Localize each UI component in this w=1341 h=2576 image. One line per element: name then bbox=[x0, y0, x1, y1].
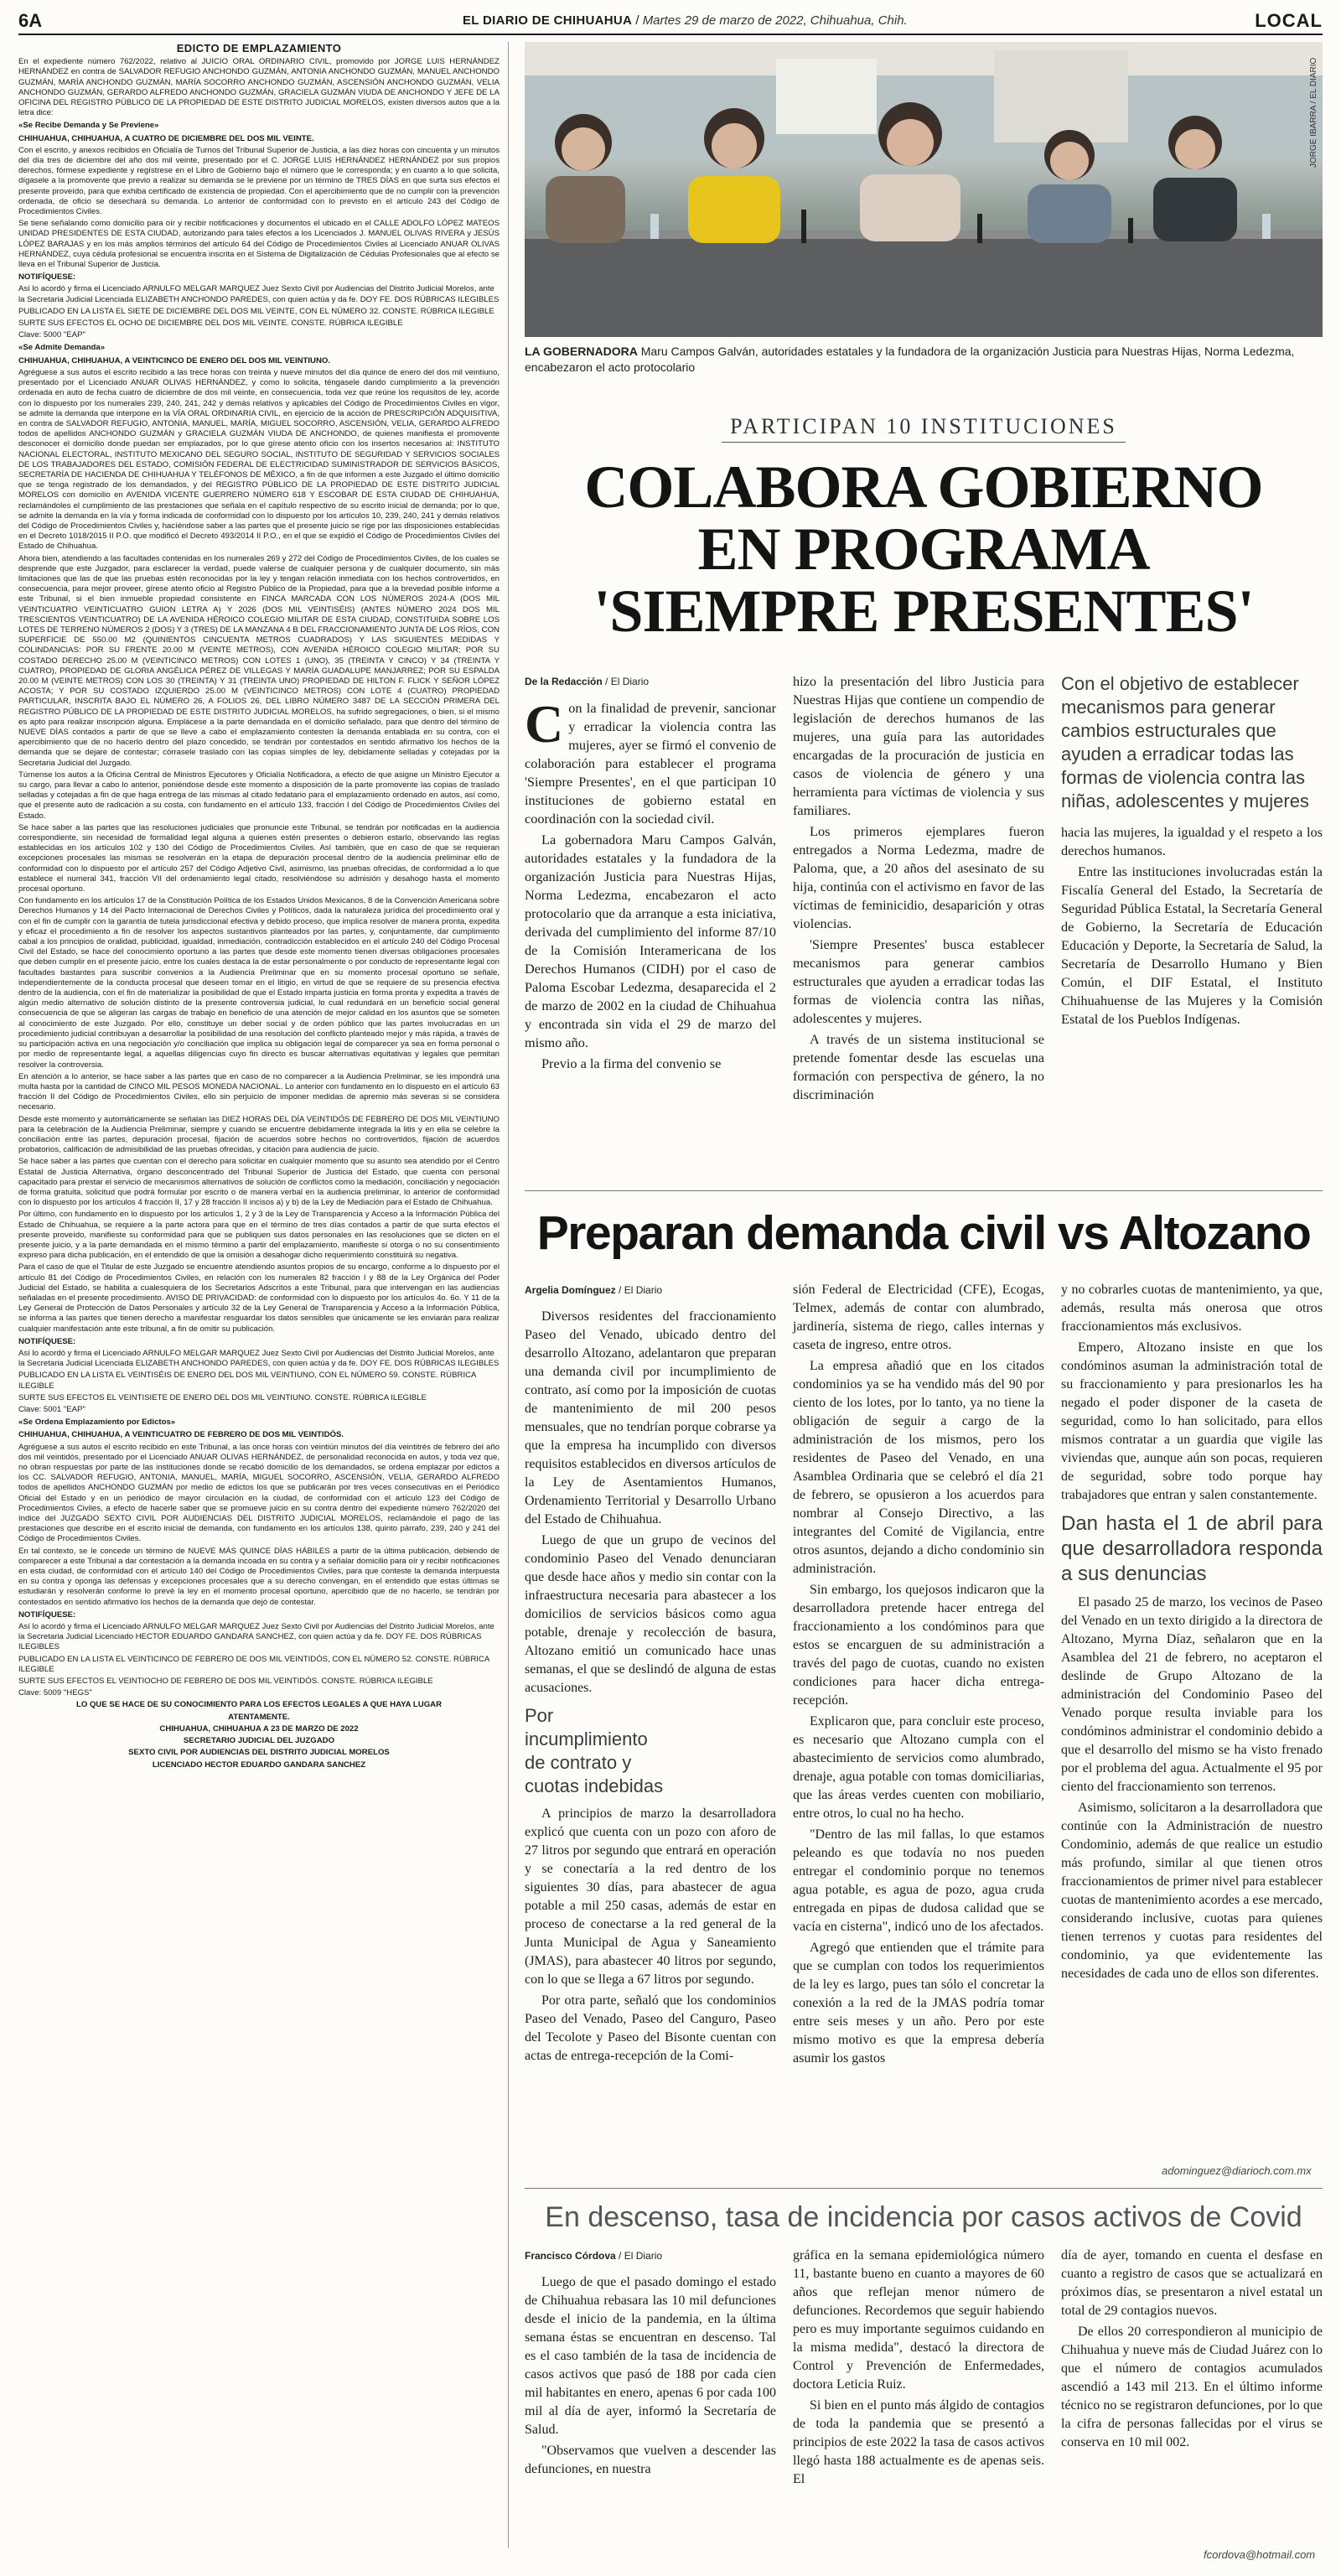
article-kicker bbox=[525, 414, 1323, 439]
article-paragraph: Con la finalidad de prevenir, sancionar y erradicar la violencia contra las mujeres, ayer se firmó el convenio de colaboración para establecer el programa 'Siempre Presentes', en el que participan 10 instituciones de gobierno estatal en coordinación con la sociedad civil. bbox=[525, 694, 776, 827]
legal-subhead: «Se Recibe Demanda y Se Previene» bbox=[18, 121, 159, 131]
pull-quote: Por incumplimiento de contrato y cuotas indebidas bbox=[525, 1705, 664, 1796]
legal-closing: LICENCIADO HECTOR EDUARDO GANDARA SANCHEZ bbox=[152, 1760, 366, 1770]
article-column bbox=[525, 672, 776, 1075]
pull-quote: Con el objetivo de establecer mecanismos para generar cambios estructurales que ayuden a erradicar todas las formas de violencia contra las niñas, adolescentes y mujeres bbox=[1061, 673, 1309, 811]
article-paragraph: Luego de que un grupo de vecinos del condominio Paseo del Venado denunciaran que desde hace años y medio sin contar con la infraestructura necesaria para abastecer a los domicilios de servicios básicos como agua potable, drenaje y recolección de basura, Altozano emitió un comunicado hace unas semanas, el que se deslindó de alguna de estas acusaciones. bbox=[525, 1533, 776, 1695]
article-paragraph: "Observamos que vuelven a descender las defunciones, en nuestra bbox=[525, 2444, 776, 2476]
dropcap: C bbox=[525, 694, 564, 754]
pull-quote: Dan hasta el 1 de abril para que desarrolladora responda a sus denuncias bbox=[1061, 1512, 1323, 1585]
caption-text: Maru Campos Galván, autoridades estatales y la fundadora de la organización Justicia para Nuestras Hijas, Norma Ledezma, encabezaron el acto protocolario bbox=[525, 345, 1295, 374]
legal-paragraph: Con fundamento en los artículos 17 de la Constitución Política de los Estados Unidos Mexicanos, 8 de la Convención Americana sobre Derechos Humanos y 14 del Pacto Internacional de Derechos Civiles y Políticos, dada la naturaleza jurídica del procedimiento oral y con el fin de cumplir con la garantía de tutela jurisdiccional efectiva y debido proceso, que implica resolver de manera pronta, expedita y eficaz el procedimiento a fin de resolver los aspectos sustantivos planteados por las partes, y, conjuntamente, dar cumplimiento cabal a los principios de oralidad, publicidad, igualdad, inmediación, contradicción establecidos en el artículo 240 del Código Procesal Civil del Estado, se hace del conocimiento oportuno a las partes que desde este momento tienen diversas obligaciones procesales que deben cumplir en el presente juicio, entre los cuales destaca la de estar personalmente o por conducto de representante legal con facultades bastantes para suscribir convenios a la Audiencia Preliminar que en su momento procesal oportuno se señale, independientemente de la conducta procesal que deseen tomar en el litigio, en virtud de que se requiere de su presencia efectiva dentro de la audiencia, con el fin de materializar la posibilidad de que el Estado imparta justicia en forma pronta y expedita a través de algún medio alternativo de solución distinto de la presente controversia judicial, lo cual redundará en un beneficio social general consecuencia de que se aligeran las cargas de trabajo en beneficio de una atención de mejor calidad en los asuntos que se someten al conocimiento de este Juzgado. Por ello, constituye un deber social y de orden público que las partes involucradas en un procedimiento judicial contribuyan a desarrollar la posibilidad de una resolución del conflicto planteado mejor y más rápida, a través de su participación activa en una negociación y/o conciliación que implica su obligación legal de comparecer ya sea en forma personal o por medio de representante legal, a aquellas diligencias cuyo fin directo es buscar alternativas equitativas y legales que permitan resolver la controversia. bbox=[18, 896, 500, 1070]
legal-paragraph: Clave: 5000 "EAP" bbox=[18, 330, 85, 340]
article-column bbox=[1061, 2247, 1323, 2454]
kicker-text: PARTICIPAN 10 INSTITUCIONES bbox=[722, 414, 1126, 443]
article-paragraph: El pasado 25 de marzo, los vecinos de Paseo del Venado en un texto dirigido a la directora de Altozano, Myrna Díaz, señalaron que en la Asamblea del 21 de febrero, no aceptaron el deslinde de Grupo Altozano de la administración del Condominio Paseo del Venado porque resulta inviable para los condóminos administrar el condominio debido a que el desarrollo del mismo se ha visto frenado por el problema del agua. Actualmente el 95 por ciento del fraccionamiento son terrenos. bbox=[1061, 1595, 1323, 1794]
article-paragraph: La gobernadora Maru Campos Galván, autoridades estatales y la fundadora de la organización Justicia para Nuestras Hijas, Norma Ledezma, encabezaron el acto protocolario que da arranque a esta iniciativa, derivada del cumplimiento del informe 87/10 de la Comisión Interamericana de los Derechos Humanos (CIDH) por el caso de Paloma Escobar Ledezma, desaparecida el 2 de marzo de 2002 en la ciudad de Chihuahua y encontrada sin vida el 29 de marzo del mismo año. bbox=[525, 832, 776, 1050]
article-paragraph: Si bien en el punto más álgido de contagios de toda la pandemia que se presentó a principios de este 2022 la tasa de casos activos llegó hasta 188 actualmente es de apenas seis. El bbox=[793, 2398, 1044, 2486]
article-paragraph: Agregó que entienden que el trámite para que se cumplan con todos los requerimientos de la ley es largo, pues tan sólo el concretar la conexión a la red de la JMAS podría tomar entre seis meses y un año. Pero por este mismo motivo es que la empresa debería asumir los gastos bbox=[793, 1941, 1044, 2065]
article-paragraph: Previo a la firma del convenio se bbox=[541, 1055, 722, 1071]
event-photo-illustration bbox=[525, 42, 1323, 337]
article-paragraph: A través de un sistema institucional se pretende fomentar desde las escuelas una formación con perspectiva de género, la no discriminación bbox=[793, 1031, 1044, 1102]
news-photo bbox=[525, 42, 1323, 337]
page-number: 6A bbox=[18, 10, 43, 31]
legal-paragraph: PUBLICADO EN LA LISTA EL SIETE DE DICIEMBRE DEL DOS MIL VEINTE, CON EL NÚMERO 32. CONSTE. RÚBRICA ILEGIBLE bbox=[18, 306, 494, 316]
legal-paragraph: En atención a lo anterior, se hace saber a las partes que en caso de no comparecer a la Audiencia Preliminar, se les impondrá una multa hasta por la cantidad de CINCO MIL PESOS MONEDA NACIONAL. Lo anterior con fundamento en lo dispuesto en el artículo 63 fracción II del Código de Procedimientos Civiles, ello sin perjuicio de imponer medidas de apremio más severas si se considera necesario. bbox=[18, 1071, 500, 1112]
article-paragraph: De ellos 20 correspondieron al municipio de Chihuahua y nueve más de Ciudad Juárez con lo que el número de contagios acumulados ascendió a 143 mil 213. En el último informe técnico no se registraron defunciones, por lo que la cifra de personas fallecidas por el virus se conserva en 10 mil 002. bbox=[1061, 2325, 1323, 2449]
section-divider bbox=[525, 1190, 1323, 1191]
legal-paragraph: Se hace saber a las partes que las resoluciones judiciales que pronuncie este Tribunal, se tendrán por notificadas en la audiencia correspondiente, sin necesidad de formalidad legal alguna a quienes estén presentes o debieron estarlo, observando las reglas establecidas en los artículos 102 y 130 del Código de Procedimientos Civiles. Así también, que en caso de que se requieran excepciones procesales las mismas se resolverán en la etapa de depuración procesal dentro de la audiencia preliminar ello de conformidad con lo dispuesto por el artículo 257 del Código Adjetivo Civil, asimismo, las pruebas ofrecidas, de conformidad a lo que establece el numeral 341, fracción VII del ordenamiento legal citado, resolviéndose su admisión y desahogo hasta el momento procesal oportuno. bbox=[18, 822, 500, 894]
article-paragraph: La empresa añadió que en los citados condominios ya se ha vendido más del 90 por ciento de los lotes, por lo tanto, ya no tiene la obligación de seguir a cargo de la administración de los mismos, pero los residentes de Paseo del Venado, en una Asamblea Ordinaria que se celebró el día 21 de febrero, se opusieron a los acuerdos para nombrar al Consejo Directivo, a las integrantes del Comité de Vigilancia, entre otros asuntos, dejando a dicho condominio sin administración. bbox=[793, 1359, 1044, 1576]
legal-notify: NOTIFÍQUESE: bbox=[18, 1609, 76, 1620]
legal-paragraph: Agréguese a sus autos el escrito recibido en este Tribunal, a las once horas con veintiún minutos del día veintitrés de febrero del año dos mil veintidós, presentado por el Licenciado ANUAR OLIVAS HERNÁNDEZ, de personalidad reconocida en autos, y toda vez que, no obran respuestas por parte de las instituciones donde se recabó domicilio de los demandados, se ordena emplazar por edictos a los CC. SALVADOR REFUGIO, ANTONIA, MANUEL, MARÍA, MIGUEL SOCORRO, ASCENSIÓN, VELIA, GERARDO ALFREDO todos de apellidos ANCHONDO GUZMÁN por medio de edictos los que se publicarán por tres veces consecutivas en el Periódico Oficial del Estado y en un periódico de mayor circulación en la ciudad, de conformidad con el artículo 123 del Código de Procedimientos Civiles, a efecto de hacerle saber que se promueve juicio en su contra dentro del expediente número 762/2020 del índice del JUZGADO SEXTO CIVIL POR AUDIENCIAS DEL DISTRITO JUDICIAL MORELOS, reclamándole el pago de las prestaciones que describe en el escrito inicial de demanda, con fundamento en los artículos 138, quinto párrafo, 239, 240 y 241 del Código de Procedimientos Civiles. bbox=[18, 1442, 500, 1544]
article-paragraph: 'Siempre Presentes' busca establecer mecanismos para generar cambios estructurales que ayuden a erradicar todas las formas de violencia contra las niñas, adolescentes y mujeres. bbox=[793, 936, 1044, 1026]
byline bbox=[525, 2247, 776, 2265]
legal-paragraph: En el expediente número 762/2022, relativo al JUICIO ORAL ORDINARIO CIVIL, promovido por JORGE LUIS HERNÁNDEZ HERNÁNDEZ en contra de SALVADOR REFUGIO ANCHONDO GUZMÁN, ANTONIA ANCHONDO GUZMÁN, MANUEL ANCHONDO GUZMÁN, MARÍA ANCHONDO GUZMÁN, MARÍA SOCORRO ANCHONDO GUZMÁN, ASCENSIÓN ANCHONDO GUZMÁN, VELIA ANCHONDO GUZMÁN, GERARDO ALFREDO ANCHONDO GUZMÁN, GRACIELA GUZMÁN VIUDA DE ANCHONDO Y JEFE DE LA OFICINA DEL REGISTRO PÚBLICO DE LA PROPIEDAD DE ESTE DISTRITO JUDICIAL MORELOS, existen diversos autos que a la letra dice: bbox=[18, 57, 500, 118]
byline-outlet: / El Diario bbox=[619, 1284, 663, 1296]
edition-date: Martes 29 de marzo de 2022, Chihuahua, Chih. bbox=[642, 13, 908, 28]
legal-paragraph: SURTE SUS EFECTOS EL VEINTISIETE DE ENERO DEL DOS MIL VEINTIUNO. CONSTE. RÚBRICA ILEGIBLE bbox=[18, 1392, 427, 1402]
legal-closing: ATENTAMENTE. bbox=[228, 1712, 290, 1722]
article-paragraph: Diversos residentes del fraccionamiento Paseo del Venado, ubicado dentro del desarrollo Altozano, adelantaron que preparan una demanda civil por incumplimiento de contrato, así como por la imposición de cuotas de mantenimiento de mil 200 pesos mensuales, que no tendrían porque cobrarse ya que la empresa ha incumplido con diversos requisitos establecidos en diversos artículos de la Ley de Asentamientos Humanos, Ordenamiento Territorial y Desarrollo Urbano del Estado de Chihuahua. bbox=[525, 1309, 776, 1526]
article-column bbox=[793, 2247, 1044, 2491]
legal-paragraph: Agréguese a sus autos el escrito recibido a las trece horas con treinta y nueve minutos del día quince de enero del dos mil veintiuno, presentado por el Licenciado ANUAR OLIVAS HERNÁNDEZ, y como lo solicita, téngasele dando cumplimiento a la prevención ordenada en auto de fecha cuatro de diciembre de dos mil veinte, en consecuencia, toda vez que reúne los requisitos de ley, acorde con lo dispuesto por los numerales 239, 240, 241, 242 y demás relativos y aplicables del Código de Procedimientos Civiles en vigor, se admite la demanda que interpone en la VÍA ORAL ORDINARIA CIVIL, en ejercicio de la acción de PRESCRIPCIÓN ADQUISITIVA, en contra de SALVADOR REFUGIO, ANTONIA, MANUEL, MARÍA, MIGUEL SOCORRO, ASCENSIÓN, VELIA, GERARDO ALFREDO todos de apellidos ANCHONDO GUZMÁN y GRACIELA GUZMÁN VIUDA DE ANCHONDO, de quienes manifiesta el promovente desconocer el domicilio donde puedan ser emplazados, por lo que gírese atento oficio con los insertos necesarios al: INSTITUTO NACIONAL ELECTORAL, INSTITUTO MEXICANO DEL SEGURO SOCIAL, INSTITUTO DE SEGURIDAD Y SERVICIOS SOCIALES DE LOS TRABAJADORES DEL ESTADO, COMISIÓN FEDERAL DE ELECTRICIDAD SUMINISTRADOR DE SERVICIOS BÁSICOS, SECRETARÍA DE HACIENDA DE CHIHUAHUA Y TELÉFONOS DE MÉXICO, a fin de que informen a este Juzgado el último domicilio que se tenga registrado de los demandados, y del REGISTRO PÚBLICO DE LA PROPIEDAD DE ESTE DISTRITO JUDICIAL MORELOS con domicilio en AVENIDA VICENTE GUERRERO NÚMERO 618 Y ESCOBAR DE ESTA CIUDAD DE CHIHUAHUA, reclamándoles el cumplimiento de las prestaciones que señala en el capítulo respectivo de su escrito inicial de demanda; por lo que, se admite la demanda en la vía y forma indicada de conformidad con lo dispuesto por los artículos 10, 239, 240, 241 y demás relativos del Código de Procedimientos Civiles y, hacíéndose saber a las partes que el presente juicio se rige por las disposiciones establecidas en el Decreto 1018/2015 II P.O. que modificó el Decreto 493/2014 II P.O., en el que se expidió el Código de Procedimientos Civiles del Estado de Chihuahua. bbox=[18, 367, 500, 552]
newspaper-name: EL DIARIO DE CHIHUAHUA bbox=[463, 13, 633, 28]
legal-paragraph: Túrnense los autos a la Oficina Central de Ministros Ejecutores y Oficialía Notificadora, a efecto de que asigne un Ministro Ejecutor a su cargo, para llevar a cabo lo anterior, poniéndose desde este momento a disposición de la parte promovente las copias de traslado selladas y cotejadas a fin de que haga entrega de las mismas al citado fedatario para el emplazamiento ordenado en autos, así como, que el presente auto de radicación a su costa, con fundamento en el artículo 133, fracción I del Código de Procedimientos Civiles del Estado. bbox=[18, 770, 500, 821]
article-paragraph: Por otra parte, señaló que los condominios Paseo del Venado, Paseo del Canguro, Paseo del Tecolote y Paseo del Bisonte cuentan con actas de entrega-recepción de la Comi- bbox=[525, 1993, 776, 2063]
article-paragraph: Entre las instituciones involucradas están la Fiscalía General del Estado, la Secretaría de Seguridad Pública Estatal, la Secretaría General de Gobierno, la Secretaría de Educación Educación y Deporte, la Secretaría de Salud, la Secretaría de Desarrollo Humano y Bien Común, el DIF Estatal, el Instituto Chihuahuense de las Mujeres y la Comisión Estatal de los Pueblos Indígenas. bbox=[1061, 863, 1323, 1027]
legal-paragraph: Por último, con fundamento en lo dispuesto por los artículos 1, 2 y 3 de la Ley de Transparencia y Acceso a la Información Pública del Estado de Chihuahua, se requiere a la parte actora para que en el término de tres días contados a partir de que surta efectos el presente proveído, manifieste su conformidad para que se publiquen sus datos personales en las resoluciones que se dicten en el presente juicio, y a la parte demandada en el mismo término a partir del emplazamiento, manifieste si otorga o no su consentimiento expreso para dicha publicación, en el entendido de que la omisión a desahogar dicho requerimiento constituirá su negativa. bbox=[18, 1210, 500, 1261]
legal-subhead: CHIHUAHUA, CHIHUAHUA, A VEINTICINCO DE ENERO DEL DOS MIL VEINTIUNO. bbox=[18, 355, 331, 365]
article-column bbox=[1061, 1281, 1323, 1986]
legal-paragraph: Con el escrito, y anexos recibidos en Oficialía de Turnos del Tribunal Superior de Justicia, a las diez horas con cincuenta y un minutos del día tres de diciembre del año dos mil veinte, presentado por el C. JORGE LUIS HERNÁNDEZ HERNÁNDEZ por sus propios derechos, fórmese expediente y regístrese en el Libro de Gobierno bajo el número que le corresponda; y en cuanto a lo que solicita, dígasele a la promovente que previo a realizar su demanda se le previene por un término de TRES DÍAS en que surta sus efectos el presente proveído, para que exhiba certificado de existencia de propiedad. Con el apercibimiento que de no cumplir con la prevención ordenada, de oficio se desechará su demanda. Lo anterior de conformidad con lo previsto en el artículo 243 del Código de Procedimientos Civiles. bbox=[18, 145, 500, 217]
legal-paragraph: PUBLICADO EN LA LISTA EL VEINTICINCO DE FEBRERO DE DOS MIL VEINTIDÓS, CON EL NÚMERO 52. CONSTE. RÚBRICA ILEGIBLE bbox=[18, 1654, 489, 1674]
legal-notify: NOTIFÍQUESE: bbox=[18, 272, 76, 282]
photo-caption bbox=[525, 344, 1323, 376]
legal-paragraph: Se hace saber a las partes que cuentan con el derecho para solicitar en cualquier momento que su asunto sea atendido por el Centro Estatal de Justicia Alternativa, órgano desconcentrado del Tribunal Superior de Justicia del Estado, que cuenta con personal capacitado para prestar el servicio de mecanismos alternativos de solución de conflictos como la mediación, conciliación y negociación de forma gratuita, solicitud que podrá formular por escrito o de manera verbal en la audiencia preliminar, lo anterior de conformidad con lo dispuesto por los artículos 4 fracción II, 17 y 28 fracción II incisos a) y b) de la Ley de Mediación para el Estado de Chihuahua. bbox=[18, 1157, 500, 1208]
article-paragraph: Luego de que el pasado domingo el estado de Chihuahua rebasara las 10 mil defunciones desde el inicio de la pandemia, en la última semana éstas se encuentran en descenso. Tal es el caso también de la tasa de incidencia de casos activos que pasó de 188 por cada cien mil habitantes en enero, apenas 6 por cada 100 mil al día de ayer, informó la Secretaría de Salud. bbox=[525, 2275, 776, 2437]
article-paragraph: sión Federal de Electricidad (CFE), Ecogas, Telmex, además de contar con alumbrado, jardinería, sistema de riego, calles internas y caseta de ingreso, entre otros. bbox=[793, 1283, 1044, 1352]
legal-paragraph: Desde este momento y automáticamente se señalan las DIEZ HORAS DEL DÍA VEINTIDÓS DE FEBRERO DE DOS MIL VEINTIUNO para la celebración de la Audiencia Preliminar, siempre y cuando se encuentre debidamente integrada la litis y en ella se celebre la conciliación entre las partes, depuración procesal, fijación de acuerdos sobre hechos no controvertidos, fijación de acuerdos probatorios, calificación de admisibilidad de las pruebas ofrecidas, y citación para audiencia de juicio. bbox=[18, 1114, 500, 1155]
legal-closing: LO QUE SE HACE DE SU CONOCIMIENTO PARA LOS EFECTOS LEGALES A QUE HAYA LUGAR bbox=[75, 1700, 443, 1710]
masthead-separator: / bbox=[635, 13, 639, 28]
article-paragraph: Asimismo, solicitaron a la desarrolladora que continúe con la Administración de nuestro Condominio, además de que realice un estudio más profundo, similar al que tienen otros fraccionamientos de primer nivel para establecer cuotas de mantenimiento acordes a ese mercado, considerando inclusive, cuotas para quienes tienen terrenos y cuotas para residentes del condominio, ya que evidentemente las necesidades de cada uno de ellos son diferentes. bbox=[1061, 1801, 1323, 1981]
article-paragraph: día de ayer, tomando en cuenta el desfase en cuanto a registro de casos que se actualizará en próximos días, se presentaron a nivel estatal un total de 29 contagios nuevos. bbox=[1061, 2248, 1323, 2318]
headline-line: COLABORA GOBIERNO bbox=[584, 454, 1263, 521]
legal-paragraph: SURTE SUS EFECTOS EL VEINTIOCHO DE FEBRERO DE DOS MIL VEINTIDÓS. CONSTE. RÚBRICA ILEGIBLE bbox=[18, 1677, 433, 1687]
legal-title: EDICTO DE EMPLAZAMIENTO bbox=[176, 42, 342, 54]
author-email[interactable]: adominguez@diarioch.com.mx bbox=[1162, 2164, 1312, 2177]
legal-paragraph: Clave: 5001 "EAP" bbox=[18, 1405, 85, 1414]
article-paragraph: gráfica en la semana epidemiológica número 11, bastante bueno en cuanto a mayores de 60 años que reflejan menor número de defunciones. Recordemos que seguir habiendo pero es muy importante seguimos cuidando en la misma medida", destacó la directora de Control y Prevención de Enfermedades, doctora Leticia Ruiz. bbox=[793, 2248, 1044, 2392]
section-name: LOCAL bbox=[1255, 10, 1323, 31]
legal-closing: SECRETARIO JUDICIAL DEL JUZGADO bbox=[183, 1736, 335, 1746]
headline-line: 'SIEMPRE PRESENTES' bbox=[593, 578, 1254, 645]
legal-paragraph: Así lo acordó y firma el Licenciado ARNULFO MELGAR MARQUEZ Juez Sexto Civil por Audiencias del Distrito Judicial Morelos, ante la Secretaria Judicial Licenciado HECTOR EDUARDO GANDARA SANCHEZ, con quien actúa y da fe. DOY FE. DOS RÚBRICAS ILEGIBLES bbox=[18, 1622, 494, 1652]
masthead bbox=[463, 13, 908, 28]
legal-notify: NOTIFÍQUESE: bbox=[18, 1336, 76, 1346]
article-column bbox=[525, 1281, 776, 2068]
headline-line: EN PROGRAMA bbox=[697, 516, 1150, 583]
legal-notice bbox=[18, 42, 509, 2548]
author-email[interactable]: fcordova@hotmail.com bbox=[1204, 2548, 1316, 2561]
legal-paragraph: SURTE SUS EFECTOS EL OCHO DE DICIEMBRE DEL DOS MIL VEINTE. CONSTE. RÚBRICA ILEGIBLE bbox=[18, 319, 403, 329]
article-column bbox=[793, 672, 1044, 1107]
legal-paragraph: Se tiene señalando como domicilio para oír y recibir notificaciones y documentos el ubicado en el CALLE ADOLFO LÓPEZ MATEOS UNIDAD PRESIDENTES DE ESTA CIUDAD, autorizando para tales efectos a los Licenciados J. MANUEL OLIVAS RIVERA y JESÚS LÓPEZ BARAJAS y en los más amplios términos del artículo 64 del Código de Procedimientos Civiles al Licenciado ANUAR OLIVAS HERNÁNDEZ, cuya cédula profesional se encuentra inscrita en el Sistema de Digitalización de Cédulas Profesionales que al efecto se lleva en el Tribunal Superior de Justicia. bbox=[18, 219, 500, 270]
legal-subhead: «Se Admite Demanda» bbox=[18, 343, 106, 353]
article-paragraph: Explicaron que, para concluir este proceso, es necesario que Altozano cumpla con el abastecimiento de servicios como alumbrado, drenaje, agua potable con tomas domiciliarias, que las áreas verdes cuenten con mobiliario, entre otros, lo cual no ha hecho. bbox=[793, 1714, 1044, 1821]
page-header bbox=[18, 7, 1323, 35]
byline bbox=[525, 1281, 776, 1299]
legal-paragraph: Así lo acordó y firma el Licenciado ARNULFO MELGAR MARQUEZ Juez Sexto Civil por Audiencias del Distrito Judicial Morelos, ante la Secretaria Judicial Licenciada ELIZABETH ANCHONDO PAREDES, con quien actúa y da fe. DOY FE. DOS RÚBRICAS ILEGIBLES bbox=[18, 1348, 500, 1369]
article-paragraph: Sin embargo, los quejosos indicaron que la desarrolladora pretende hacer entrega del fraccionamiento a los condóminos para que estos se encarguen de su administración a través del pago de cuotas, cuando no existen condiciones para hacer dicha entrega-recepción. bbox=[793, 1583, 1044, 1708]
legal-paragraph: Así lo acordó y firma el Licenciado ARNULFO MELGAR MARQUEZ Juez Sexto Civil por Audiencias del Distrito Judicial Morelos, ante la Secretaria Judicial Licenciada ELIZABETH ANCHONDO PAREDES, con quien actúa y da fe. DOY FE. DOS RÚBRICAS ILEGIBLES bbox=[18, 284, 500, 304]
article-headline bbox=[525, 454, 1323, 645]
byline-outlet: / El Diario bbox=[602, 676, 650, 687]
legal-paragraph: Clave: 5009 "HEGS" bbox=[18, 1688, 92, 1698]
photo-credit: JORGE IBARRA / EL DIARIO bbox=[1309, 57, 1318, 168]
article-column bbox=[1061, 672, 1323, 1031]
article-paragraph: A principios de marzo la desarrolladora explicó que cuenta con un pozo con aforo de 27 litros por segundo que entrará en operación y se conectaría a la red dentro de los siguientes 30 días, para abastecer de agua potable a mil 250 casas, además de estar en proceso de conectarse a la red general de la Junta Municipal de Agua y Saneamiento (JMAS), para abastecer 40 litros por segundo, con lo que se llega a 67 litros por segundo. bbox=[525, 1806, 776, 1987]
article-headline: Preparan demanda civil vs Altozano bbox=[536, 1206, 1311, 1260]
legal-closing: CHIHUAHUA, CHIHUAHUA A 23 DE MARZO DE 2022 bbox=[159, 1723, 359, 1734]
legal-closing: SEXTO CIVIL POR AUDIENCIAS DEL DISTRITO JUDICIAL MORELOS bbox=[128, 1748, 390, 1758]
article-paragraph: "Dentro de las mil fallas, lo que estamos peleando es que todavía no nos pueden entregar el condominio porque no tenemos agua potable, es agua de pozo, agua cruda entregada en pipas de dudosa calidad que se vacía en cisterna", indicó uno de los afectados. bbox=[793, 1827, 1044, 1934]
article-paragraph: y no cobrarles cuotas de mantenimiento, ya que, además, resulta más onerosa que otros fraccionamientos más exclusivos. bbox=[1061, 1283, 1323, 1334]
section-divider bbox=[525, 2188, 1323, 2189]
legal-subhead: CHIHUAHUA, CHIHUAHUA, A VEINTICUATRO DE FEBRERO DE DOS MIL VEINTIDÓS. bbox=[18, 1430, 344, 1440]
legal-paragraph: Ahora bien, atendiendo a las facultades contenidas en los numerales 269 y 272 del Código de Procedimientos Civiles, de los cuales se desprende que este Juzgador, para esclarecer la verdad, puede valerse de cualquier persona y de cualquier documento, sin más limitaciones que las de que las pruebas estén reconocidas por la ley y tengan relación inmediata con los hechos controvertidos, en consecuencia, para mejor proveer, gírese atento oficio al Registro Público de la Propiedad, para que a la brevedad posible informe a este Tribunal, si el bien inmueble propiedad consistente en FINCA MARCADA CON LOS NÚMEROS 2024-A (DOS MIL VEINTICUATRO VEINTICUATRO GUION LETRA A) Y 2026 (DOS MIL VEINTISÉIS) (ANTES NÚMERO 2024 DOS MIL TRESCIENTOS VEINTICUATRO) DE LA AVENIDA HÉROICO COLEGIO MILITAR DE ESTA CIUDAD, CONSTITUIDA SOBRE LOS LOTES DE TERRENO NÚMEROS 2 (DOS) Y 3 (TRES) DE LA MANZANA 4 B DEL FRACCIONAMIENTO JUNTA DE LOS RÍOS, CON SUPERFICIE DE 550.00 M2 (QUINIENTOS CINCUENTA METROS CUADRADOS) Y LAS SIGUIENTES MEDIDAS Y COLINDANCIAS: POR SU FRENTE 20.00 M (VEINTE METROS), CON AVENIDA HÉROICO COLEGIO MILITAR; POR SU COSTADO DERECHO 25.00 M (VEINTICINCO METROS) CON LOTES 1 (UNO), 35 (TREINTA Y CINCO) Y 34 (TREINTA Y CUATRO), PROPIEDAD DE GLORIA ANGÉLICA PÉREZ DE VILLEGAS Y MARÍA GUADALUPE MANJARREZ; POR SU ESPALDA 20.00 M (VEINTE METROS) CON LOS 30 (TREINTA) Y 31 (TREINTA UNO) PROPIEDAD DE HILTON F. FLICK Y SEÑOR LÓPEZ ACOSTA; Y POR SU COSTADO IZQUIERDO 25.00 M (VEINTICINCO METROS) CON LOTE 4 (CUATRO) PROPIEDAD PARTICULAR, INSCRITA BAJO EL NÚMERO 26, A FOLIOS 26, DEL LIBRO NÚMERO 3487 DE LA SECCIÓN PRIMERA DEL REGISTRO PÚBLICO DE LA PROPIEDAD DE ESTE DISTRITO JUDICIAL MORELOS, ha sufrido segregaciones, o bien, si el mismo es apto para realizar inscripción alguna. Emplácese a la parte demandada en el domicilio señalado, para que dentro del término de NUEVE DÍAS contados a partir de que se lleve a cabo el emplazamiento contesten la demanda entablada en su contra, con el apercibimiento que de no hacerlo dentro del plazo concedido, se tendrán por contestados en sentido afirmativo los hechos de la demanda que se dejare de contestar; córrasele traslado con las copias simples de ley, debidamente selladas y cotejadas por la Secretaria Judicial del Juzgado. bbox=[18, 553, 500, 768]
article-paragraph: Los primeros ejemplares fueron entregados a Norma Ledezma, madre de Paloma, que, a 20 años del asesinato de su hija, continúa con el activismo en favor de las víctimas de feminicidio, desaparición y otras violencias. bbox=[793, 823, 1044, 931]
article-paragraph: hacia las mujeres, la igualdad y el respeto a los derechos humanos. bbox=[1061, 824, 1323, 858]
legal-paragraph: PUBLICADO EN LA LISTA EL VEINTISÉIS DE ENERO DEL DOS MIL VEINTIUNO, CON EL NÚMERO 59. CONSTE. RÚBRICA ILEGIBLE bbox=[18, 1371, 476, 1391]
article-column bbox=[525, 2247, 776, 2481]
legal-subhead: CHIHUAHUA, CHIHUAHUA, A CUATRO DE DICIEMBRE DEL DOS MIL VEINTE. bbox=[18, 133, 314, 143]
byline-name: Argelia Domínguez bbox=[525, 1284, 616, 1296]
caption-lead: LA GOBERNADORA bbox=[525, 345, 638, 358]
legal-subhead: «Se Ordena Emplazamiento por Edictos» bbox=[18, 1418, 176, 1428]
legal-paragraph: Para el caso de que el Titular de este Juzgado se encuentre atendiendo asuntos propios de su encargo, conforme a lo dispuesto por el artículo 81 del Código de Procedimientos Civiles, en relación con los numerales 82 fracción I y 88 de la Ley Orgánica del Poder Judicial del Estado, se habilita a cualesquiera de los Secretarios Adscritos a este Tribunal, para que intervengan en las audiencias señaladas en el presente procedimiento. AVISO DE PRIVACIDAD: de conformidad con lo dispuesto por los artículos 4o. 6o. Y 11 de la Ley General de Protección de Datos Personales y artículo 32 de la Ley General de Transparencia y Acceso a la Información Pública, se informa a las partes que tienen derecho a manifestar resguardar los datos sensibles que únicamente se les enviarán para realizar cualquier manifestación ante este tribunal, a fin de omitir su publicación. bbox=[18, 1262, 500, 1334]
legal-paragraph: En tal contexto, se le concede un término de NUEVE MÁS QUINCE DÍAS HÁBILES a partir de la última publicación, debiendo de comparecer a este Tribunal a dar contestación a la demanda incoada en su contra y a señalar domicilio para oír y recibir notificaciones en esta ciudad, de conformidad con el artículo 140 del Código de Procedimientos Civiles, para que conteste la demanda interpuesta en su contra y oponga las defensas y excepciones procesales que a su derecho convengan, en el entendido que estas últimas se estudiarán y resolverán conforme lo prevé la ley en el momento procesal oportuno, apercibido que de no hacerlo, se tendrán por contestados en sentido afirmativo los hechos de la demanda que dejó de contestar. bbox=[18, 1546, 500, 1607]
article-headline: En descenso, tasa de incidencia por casos activos de Covid bbox=[545, 2201, 1302, 2233]
byline-name: De la Redacción bbox=[525, 676, 603, 687]
article-paragraph: hizo la presentación del libro Justicia para Nuestras Hijas que contiene un compendio de legislación de derechos humanos de las mujeres, una guía para las autoridades encargadas de la procuración de justicia en casos de violencia de género y una herramienta para víctimas de violencia y sus familiares. bbox=[793, 673, 1044, 818]
article-column bbox=[793, 1281, 1044, 2071]
byline bbox=[525, 672, 776, 691]
article-paragraph: Empero, Altozano insiste en que los condóminos asuman la administración total de su fraccionamiento y para presionarlos les ha negado el poder disponer de la caseta de seguridad, como lo han solicitado, para ellos mismos contratar a un guardia que vigile las viviendas que, aunque aún son pocas, requieren de seguridad, sobre todo porque hay trabajadores que entran y salen constantemente. bbox=[1061, 1340, 1323, 1502]
byline-outlet: / El Diario bbox=[615, 2250, 663, 2262]
byline-name: Francisco Córdova bbox=[525, 2250, 616, 2262]
